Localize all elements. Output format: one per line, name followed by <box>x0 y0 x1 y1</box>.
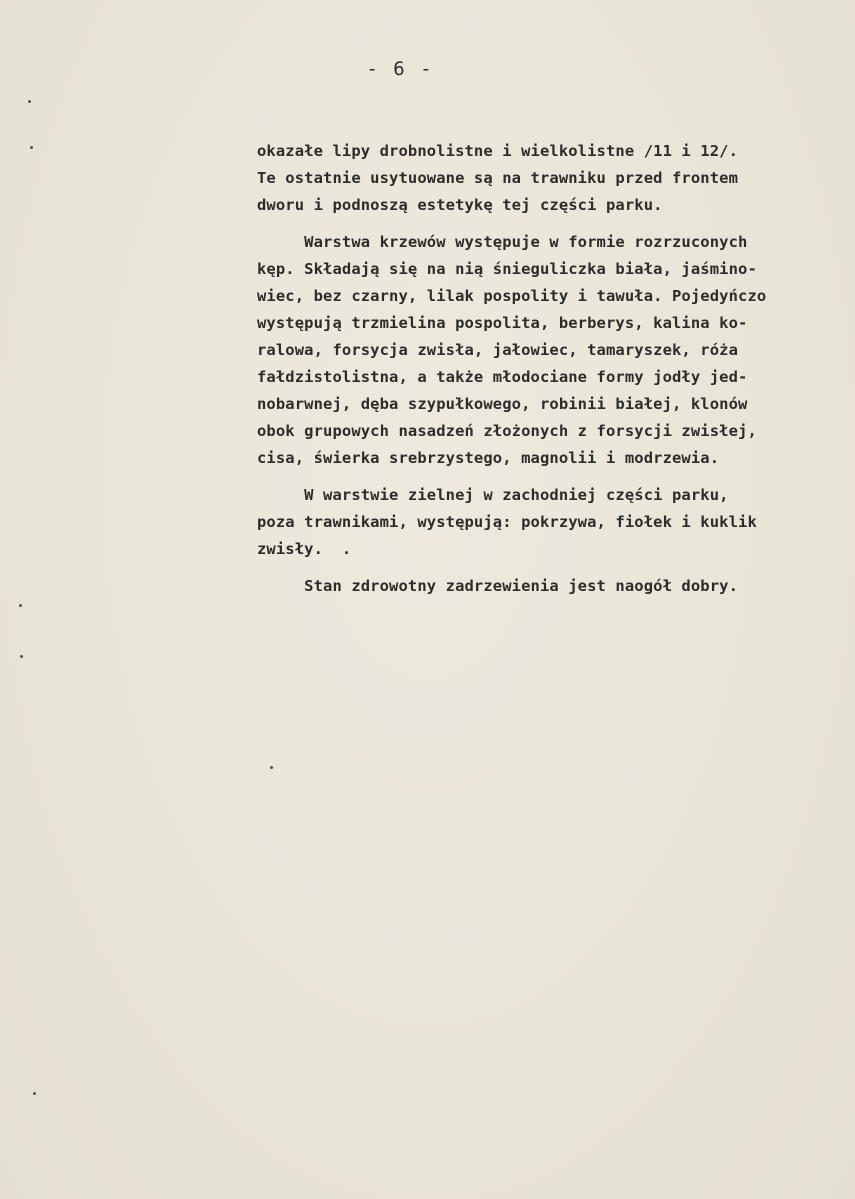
text-line: fałdzistolistna, a także młodociane formy jodły jed- <box>257 368 748 386</box>
text-line: kęp. Składają się na nią śnieguliczka biała, jaśmino- <box>257 260 757 278</box>
text-line: występują trzmielina pospolita, berberys, kalina ko- <box>257 314 748 332</box>
text-line: nobarwnej, dęba szypułkowego, robinii białej, klonów <box>257 395 748 413</box>
text-line: obok grupowych nasadzeń złożonych z forsycji zwisłej, <box>257 422 757 440</box>
text-line: Te ostatnie usytuowane są na trawniku przed frontem <box>257 169 739 187</box>
paragraph <box>257 138 832 219</box>
text-line: poza trawnikami, występują: pokrzywa, fiołek i kuklik <box>257 513 757 531</box>
text-line: Stan zdrowotny zadrzewienia jest naogół dobry. <box>257 577 739 595</box>
text-line: okazałe lipy drobnolistne i wielkolistne /11 i 12/. <box>257 142 739 160</box>
page-number: - 6 - <box>366 58 434 80</box>
paragraph <box>257 482 832 563</box>
text-line: dworu i podnoszą estetykę tej części parku. <box>257 196 663 214</box>
paper-speck <box>33 1092 36 1095</box>
text-line: W warstwie zielnej w zachodniej części parku, <box>257 486 729 504</box>
paragraph <box>257 229 832 472</box>
paragraph <box>257 573 832 600</box>
paper-speck <box>19 604 22 607</box>
paper-speck <box>20 655 23 658</box>
text-line: zwisły. . <box>257 540 352 558</box>
text-line: Warstwa krzewów występuje w formie rozrzuconych <box>257 233 748 251</box>
paper-speck <box>270 766 273 769</box>
paper-speck <box>28 100 31 103</box>
text-line: ralowa, forsycja zwisła, jałowiec, tamaryszek, róża <box>257 341 739 359</box>
text-line: wiec, bez czarny, lilak pospolity i tawuła. Pojedyńczo <box>257 287 767 305</box>
paper-speck <box>30 146 33 149</box>
body-text <box>257 138 832 600</box>
text-line: cisa, świerka srebrzystego, magnolii i modrzewia. <box>257 449 720 467</box>
